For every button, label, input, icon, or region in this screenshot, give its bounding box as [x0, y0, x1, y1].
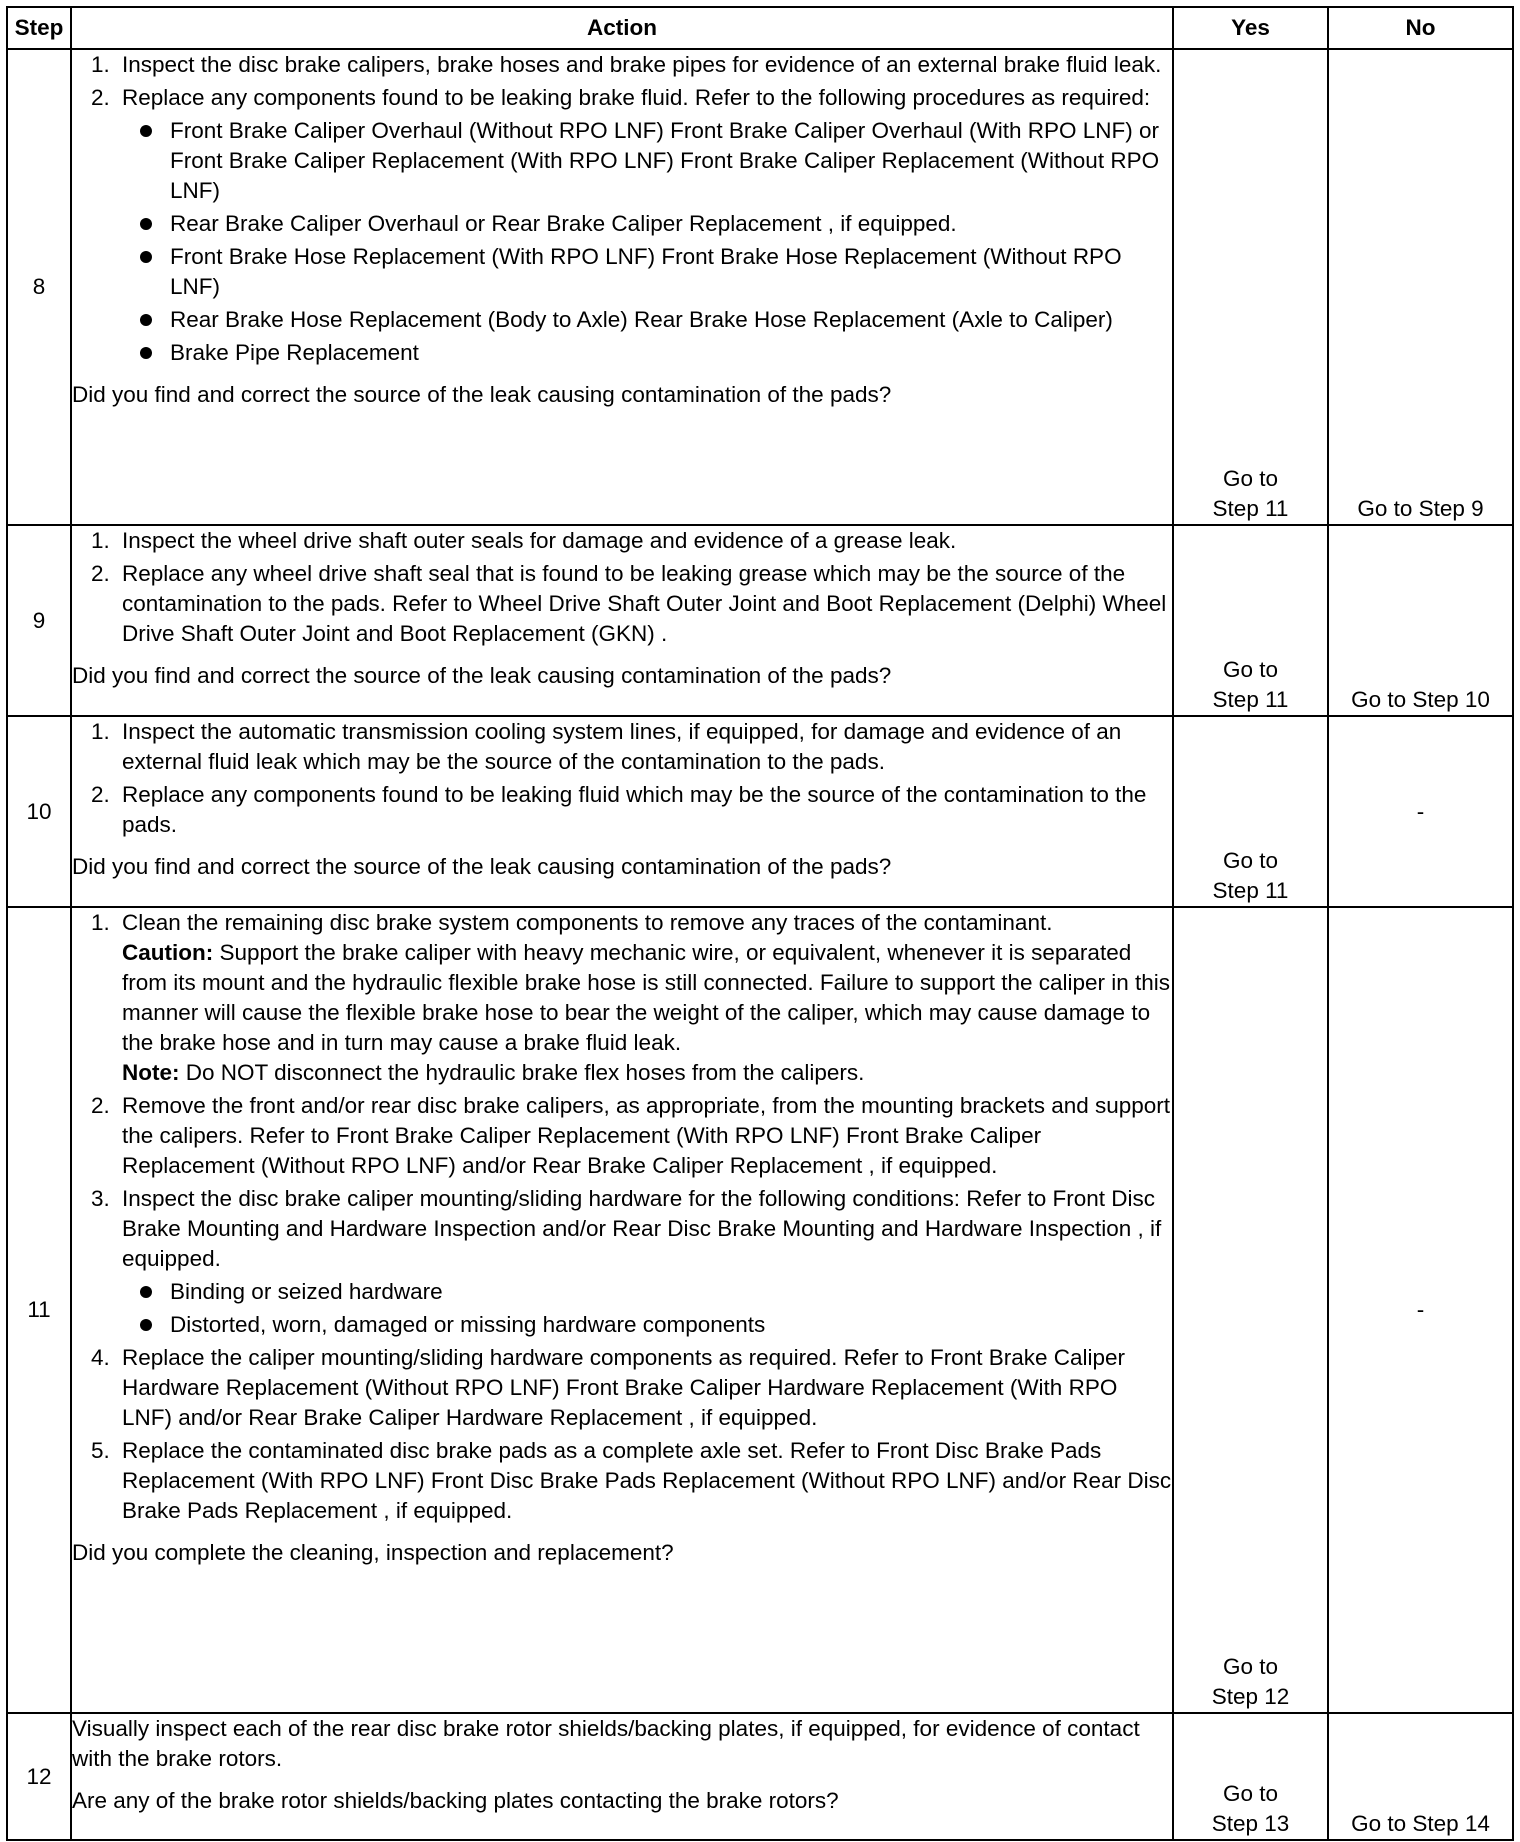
step-number: 12 [7, 1713, 71, 1840]
table-row [7, 1713, 1513, 1840]
yes-cell [1173, 716, 1328, 907]
procedure-item [170, 242, 1172, 302]
action-cell [71, 1713, 1173, 1840]
condition-item [170, 1310, 1172, 1340]
procedure-list [122, 116, 1172, 368]
step-number: 8 [7, 49, 71, 525]
action-step [116, 908, 1172, 1088]
procedure-text: Brake Pipe Replacement [170, 340, 419, 365]
yes-cell [1173, 1713, 1328, 1840]
no-cell: Go to Step 9 [1328, 49, 1513, 525]
table-row [7, 49, 1513, 525]
bullet-icon [140, 314, 152, 326]
yes-goto-label: Go to [1222, 657, 1279, 682]
action-step-text: Inspect the disc brake caliper mounting/sliding hardware for the following conditions: Refer to Front Disc Brake Mounting and Hardware Inspection and/or Rear Disc Brake Mounting and Hardware Inspection , if equipped. [122, 1186, 1162, 1271]
action-cell [71, 525, 1173, 716]
action-step-text: Replace any components found to be leaking brake fluid. Refer to the following procedures as required: [122, 85, 1151, 110]
yes-goto-label: Go to [1222, 1654, 1279, 1679]
table-row [7, 525, 1513, 716]
action-step: 4. Replace the caliper mounting/sliding hardware components as required. Refer to Front Brake Caliper Hardware Replacement (Without RPO LNF) Front Brake Caliper Hardware Replacement (With RPO LNF) and/or Rear Brake Caliper Hardware Replacement , if equipped. [116, 1343, 1172, 1433]
no-cell: Go to Step 10 [1328, 525, 1513, 716]
procedure-text: Front Brake Hose Replacement (With RPO LNF) Front Brake Hose Replacement (Without RPO LNF) [170, 244, 1122, 299]
action-steps [72, 50, 1172, 368]
yes-cell [1173, 907, 1328, 1713]
table-row [7, 907, 1513, 1713]
action-steps [72, 717, 1172, 840]
action-step [116, 83, 1172, 368]
caution-note [122, 938, 1172, 1058]
no-cell: - [1328, 716, 1513, 907]
bullet-icon [140, 347, 152, 359]
action-step: 2. Replace any wheel drive shaft seal that is found to be leaking grease which may be the source of the contamination to the pads. Refer to Wheel Drive Shaft Outer Joint and Boot Replacement (Delphi) Wheel Drive Shaft Outer Joint and Boot Replacement (GKN) . [116, 559, 1172, 649]
no-cell: - [1328, 907, 1513, 1713]
condition-item [170, 1277, 1172, 1307]
step-question: Are any of the brake rotor shields/backing plates contacting the brake rotors? [72, 1788, 839, 1813]
action-cell [71, 716, 1173, 907]
yes-cell [1173, 49, 1328, 525]
action-step: 1. Inspect the automatic transmission cooling system lines, if equipped, for damage and evidence of an external fluid leak which may be the source of the contamination to the pads. [116, 717, 1172, 777]
yes-goto-step: Step 13 [1211, 1811, 1290, 1836]
step-number: 11 [7, 907, 71, 1713]
yes-goto-label: Go to [1222, 466, 1279, 491]
header-step: Step [7, 7, 71, 49]
no-cell: Go to Step 14 [1328, 1713, 1513, 1840]
header-action: Action [71, 7, 1173, 49]
action-step: 2. Replace any components found to be leaking fluid which may be the source of the contamination to the pads. [116, 780, 1172, 840]
step-question: Did you find and correct the source of the leak causing contamination of the pads? [72, 854, 892, 879]
yes-goto-step: Step 11 [1212, 687, 1289, 712]
caution-label: Caution: [122, 940, 214, 965]
procedure-item [170, 338, 1172, 368]
yes-goto-step: Step 11 [1212, 496, 1289, 521]
header-yes: Yes [1173, 7, 1328, 49]
table-row [7, 716, 1513, 907]
action-step: 1. Inspect the wheel drive shaft outer seals for damage and evidence of a grease leak. [116, 526, 1172, 556]
procedure-text: Rear Brake Caliper Overhaul or Rear Brake Caliper Replacement , if equipped. [170, 211, 957, 236]
procedure-item [170, 305, 1172, 335]
yes-goto-label: Go to [1222, 1781, 1279, 1806]
condition-text: Binding or seized hardware [170, 1279, 443, 1304]
procedure-text: Rear Brake Hose Replacement (Body to Axle) Rear Brake Hose Replacement (Axle to Caliper) [170, 307, 1113, 332]
note-label: Note: [122, 1060, 180, 1085]
condition-text: Distorted, worn, damaged or missing hardware components [170, 1312, 766, 1337]
action-step-text: 1. Clean the remaining disc brake system components to remove any traces of the contaminant. [122, 910, 1053, 935]
yes-goto-step: Step 12 [1211, 1684, 1290, 1709]
action-steps [72, 908, 1172, 1526]
bullet-icon [140, 125, 152, 137]
header-row [7, 7, 1513, 49]
procedure-text: Front Brake Caliper Overhaul (Without RPO LNF) Front Brake Caliper Overhaul (With RPO LNF) or Front Brake Caliper Replacement (With RPO LNF) Front Brake Caliper Replacement (Without RPO LNF) [170, 118, 1160, 203]
action-steps [72, 526, 1172, 649]
yes-goto-step: Step 11 [1212, 878, 1289, 903]
bullet-icon [140, 1286, 152, 1298]
bullet-icon [140, 251, 152, 263]
yes-goto-label: Go to [1222, 848, 1279, 873]
procedure-item [170, 209, 1172, 239]
note [122, 1058, 1172, 1088]
bullet-icon [140, 218, 152, 230]
action-cell [71, 49, 1173, 525]
procedure-item [170, 116, 1172, 206]
note-text: Do NOT disconnect the hydraulic brake flex hoses from the calipers. [179, 1060, 865, 1085]
header-no: No [1328, 7, 1513, 49]
step-question: Did you find and correct the source of the leak causing contamination of the pads? [72, 663, 892, 688]
action-step: 1. Inspect the disc brake calipers, brake hoses and brake pipes for evidence of an external brake fluid leak. [116, 50, 1172, 80]
step-number: 9 [7, 525, 71, 716]
step-question: Did you complete the cleaning, inspection and replacement? [72, 1540, 674, 1565]
action-step [116, 1184, 1172, 1340]
step-question: Did you find and correct the source of the leak causing contamination of the pads? [72, 382, 892, 407]
action-step: 2. Remove the front and/or rear disc brake calipers, as appropriate, from the mounting brackets and support the calipers. Refer to Front Brake Caliper Replacement (With RPO LNF) Front Brake Caliper Replacement (Without RPO LNF) and/or Rear Brake Caliper Replacement , if equipped. [116, 1091, 1172, 1181]
bullet-icon [140, 1319, 152, 1331]
caution-text: Support the brake caliper with heavy mechanic wire, or equivalent, whenever it is separated from its mount and the hydraulic flexible brake hose is still connected. Failure to support the caliper in this manner will cause the flexible brake hose to bear the weight of the caliper, which may cause damage to the brake hose and in turn may cause a brake fluid leak. [122, 940, 1171, 1055]
yes-cell [1173, 525, 1328, 716]
action-cell [71, 907, 1173, 1713]
diagnostic-table [6, 6, 1514, 1841]
condition-list [122, 1277, 1172, 1340]
action-step: 5. Replace the contaminated disc brake pads as a complete axle set. Refer to Front Disc Brake Pads Replacement (With RPO LNF) Front Disc Brake Pads Replacement (Without RPO LNF) and/or Rear Disc Brake Pads Replacement , if equipped. [116, 1436, 1172, 1526]
action-text: Visually inspect each of the rear disc brake rotor shields/backing plates, if equipped, for evidence of contact with the brake rotors. [72, 1716, 1140, 1771]
step-number: 10 [7, 716, 71, 907]
